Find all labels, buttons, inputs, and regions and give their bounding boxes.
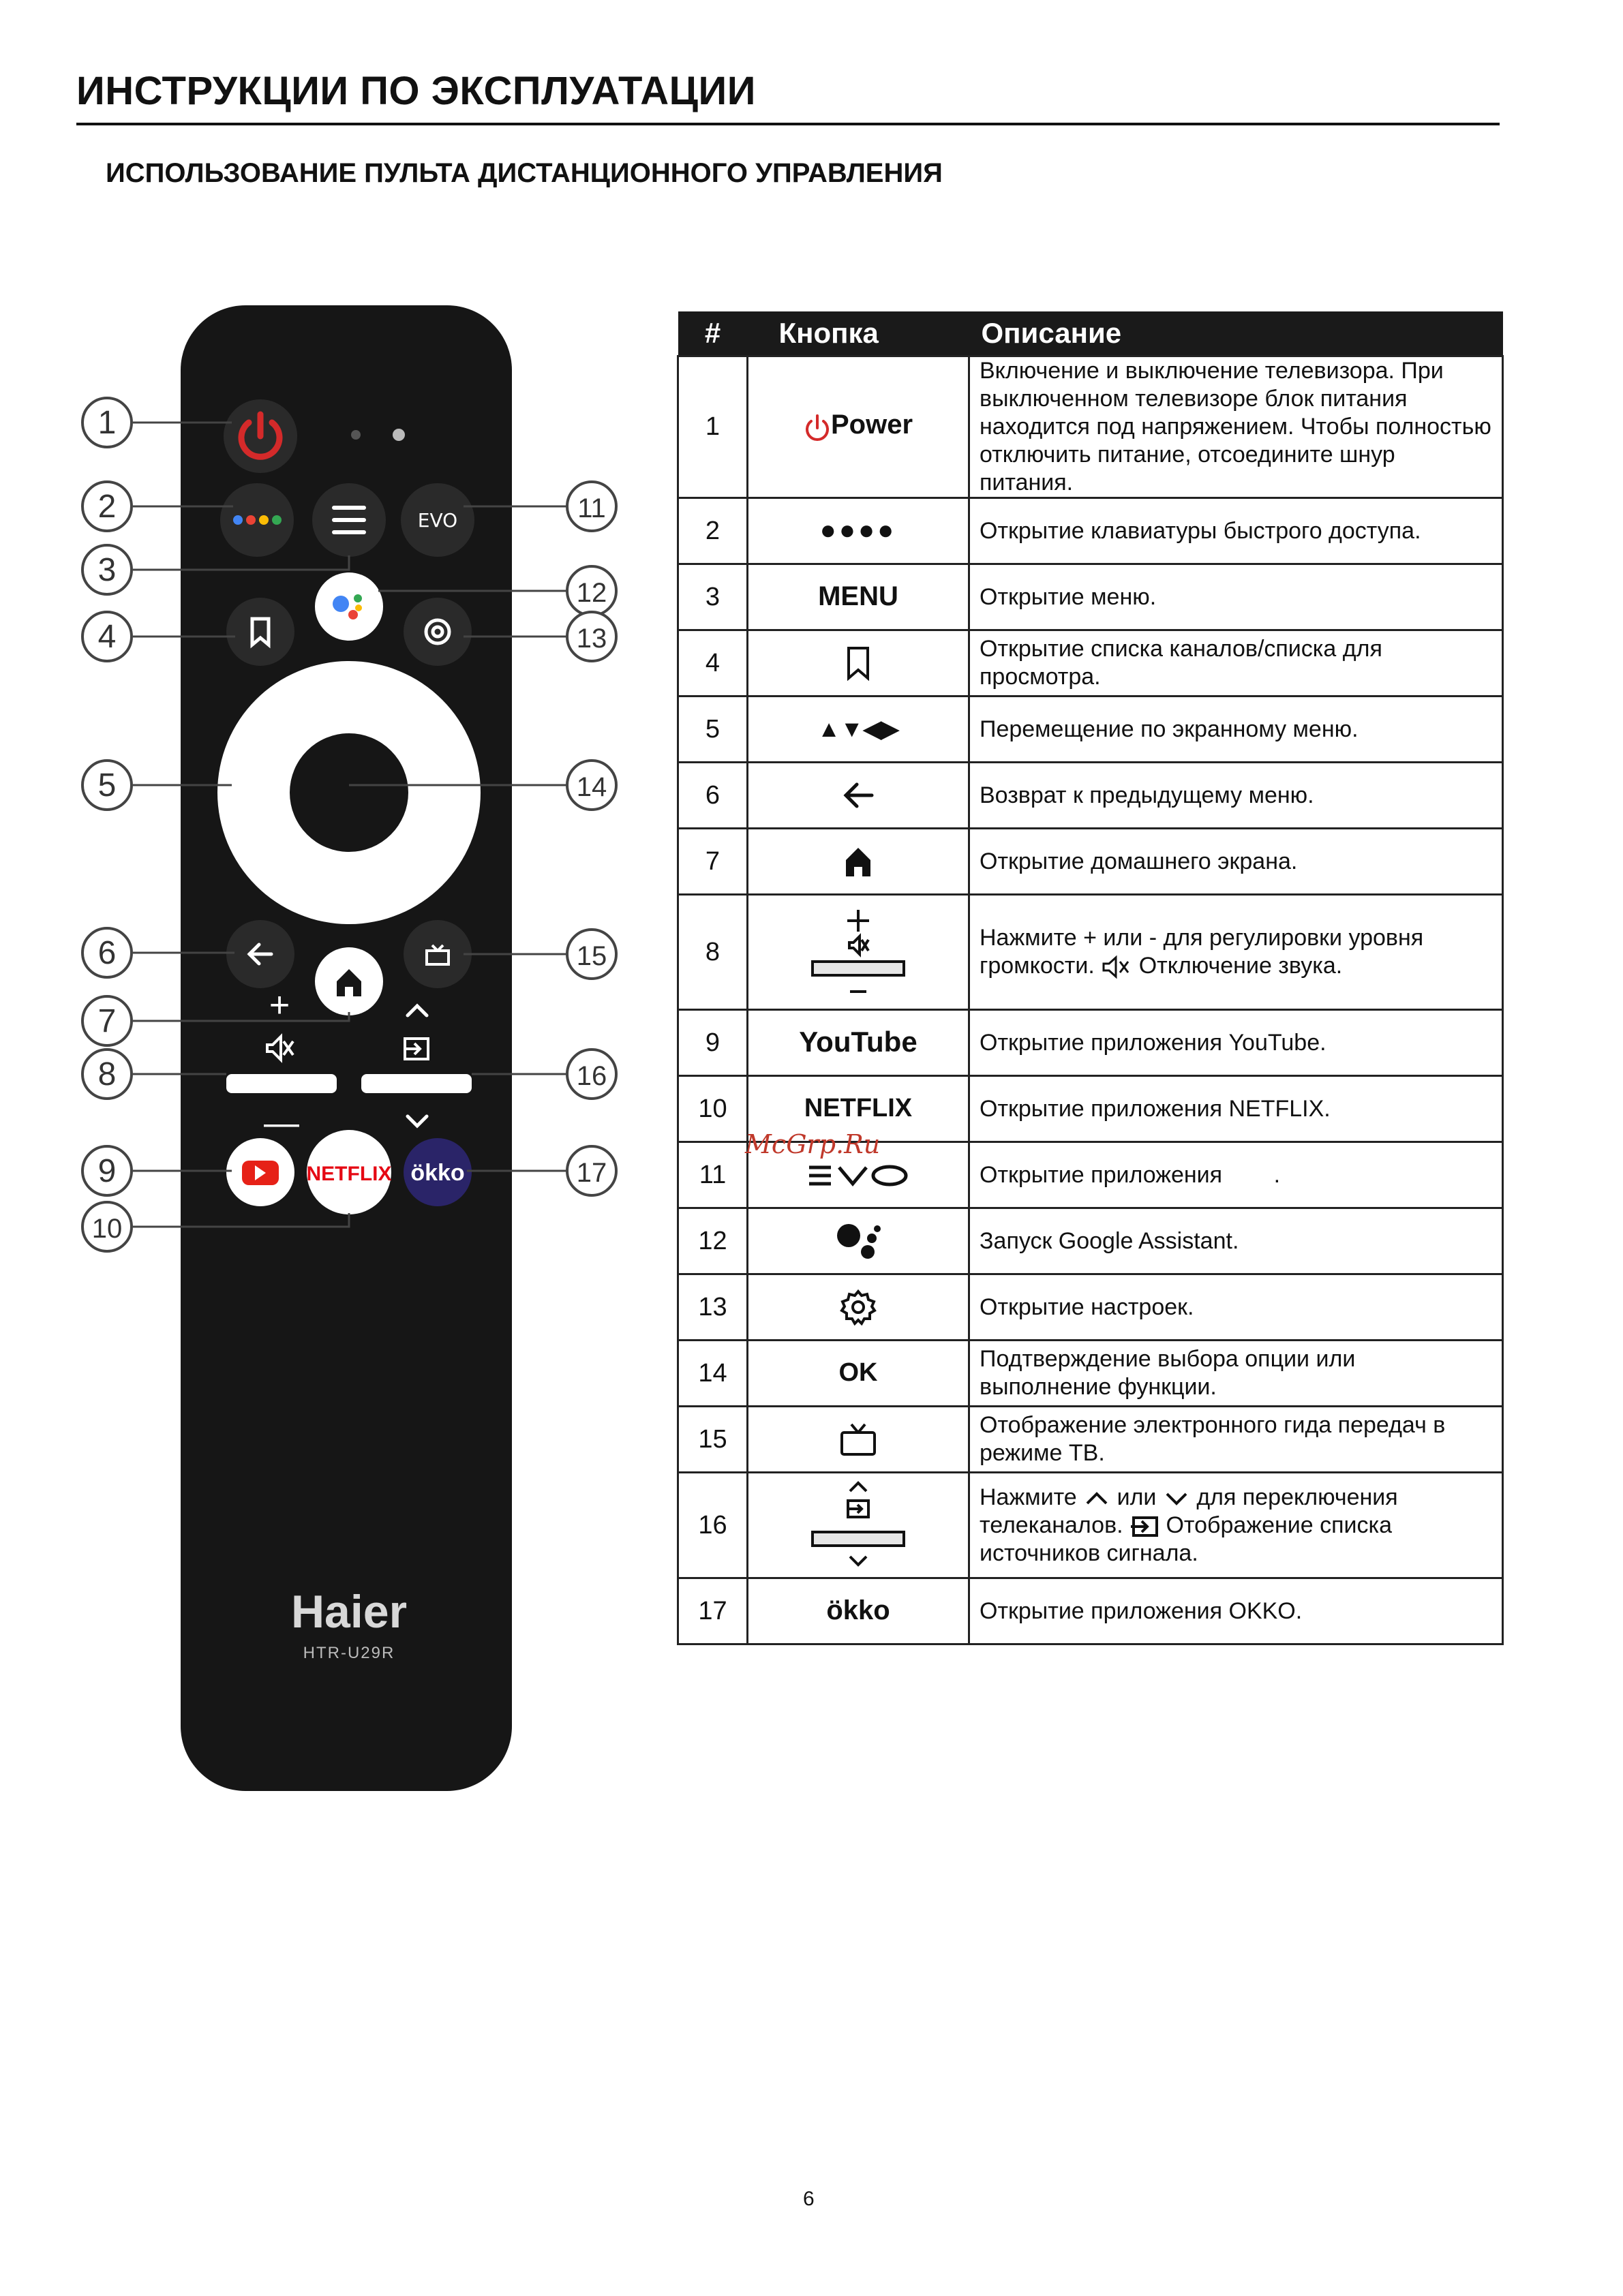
callout-number: 5 bbox=[97, 767, 117, 803]
dot bbox=[246, 515, 256, 525]
callout-number: 14 bbox=[576, 772, 607, 802]
tv-icon bbox=[839, 1422, 877, 1457]
row-num: 7 bbox=[678, 829, 748, 895]
callout-number: 2 bbox=[97, 489, 117, 525]
row-desc-or: или bbox=[1117, 1484, 1157, 1510]
callout-number: 8 bbox=[97, 1056, 117, 1092]
row-num: 15 bbox=[678, 1407, 748, 1473]
row-desc: Открытие клавиатуры быстрого доступа. bbox=[969, 498, 1503, 564]
row-desc: Открытие приложения NETFLIX. bbox=[969, 1076, 1503, 1142]
row-num: 12 bbox=[678, 1208, 748, 1274]
row-num: 2 bbox=[678, 498, 748, 564]
table-row bbox=[678, 498, 1503, 564]
row-desc: Отображение электронного гида передач в режиме ТВ. bbox=[969, 1407, 1503, 1473]
row-num: 6 bbox=[678, 763, 748, 829]
row-desc: Подтверждение выбора опции или выполнение функции. bbox=[969, 1341, 1503, 1407]
ok-button bbox=[290, 733, 408, 852]
arrows-icon: ▲▼◀▶ bbox=[817, 716, 899, 742]
row-num: 4 bbox=[678, 630, 748, 697]
assistant-dot bbox=[333, 596, 349, 612]
table-row bbox=[678, 630, 1503, 697]
row-desc: Открытие настроек. bbox=[969, 1274, 1503, 1341]
mute-icon bbox=[1101, 955, 1132, 979]
callout-number: 11 bbox=[577, 493, 606, 523]
row-num: 17 bbox=[678, 1578, 748, 1644]
callout-number: 9 bbox=[97, 1153, 117, 1189]
row-num: 9 bbox=[678, 1010, 748, 1076]
row-num: 11 bbox=[678, 1142, 748, 1208]
row-desc: Нажмите + или - для регулировки уровня громкости. bbox=[980, 925, 1424, 979]
callout-number: 3 bbox=[97, 552, 117, 588]
power-icon bbox=[804, 413, 831, 443]
table-row bbox=[678, 1010, 1503, 1076]
row-num: 5 bbox=[678, 697, 748, 763]
table-row bbox=[678, 1341, 1503, 1407]
google-assistant-icon bbox=[832, 1219, 884, 1263]
assistant-button bbox=[315, 572, 383, 641]
row-desc: Возврат к предыдущему меню. bbox=[969, 763, 1503, 829]
section-subtitle: ИСПОЛЬЗОВАНИЕ ПУЛЬТА ДИСТАНЦИОННОГО УПРАВЛЕНИЯ bbox=[106, 158, 943, 188]
okko-label: ökko bbox=[826, 1595, 890, 1625]
row-num: 8 bbox=[678, 895, 748, 1010]
netflix-label: NETFLIX bbox=[804, 1094, 913, 1122]
table-row bbox=[678, 763, 1503, 829]
netflix-label: NETFLIX bbox=[306, 1163, 392, 1185]
page-title: ИНСТРУКЦИИ ПО ЭКСПЛУАТАЦИИ bbox=[76, 69, 756, 113]
row-num: 16 bbox=[678, 1473, 748, 1578]
dot bbox=[272, 515, 282, 525]
table-row bbox=[678, 1407, 1503, 1473]
brand-logo: Haier bbox=[290, 1586, 408, 1638]
channel-rocker-icon bbox=[807, 1478, 909, 1573]
table-row bbox=[678, 1208, 1503, 1274]
row-num: 14 bbox=[678, 1341, 748, 1407]
callout-number: 7 bbox=[97, 1003, 117, 1039]
dots-icon: ●●●● bbox=[819, 515, 897, 545]
chevron-down-icon bbox=[1163, 1490, 1190, 1507]
row-desc: Открытие меню. bbox=[969, 564, 1503, 630]
menu-label: MENU bbox=[818, 581, 898, 611]
callout-number: 4 bbox=[97, 619, 117, 655]
row-desc: Открытие приложения YouTube. bbox=[969, 1010, 1503, 1076]
bookmark-button bbox=[226, 598, 294, 666]
table-row bbox=[678, 829, 1503, 895]
led-dot bbox=[393, 429, 405, 441]
input-icon bbox=[1129, 1515, 1159, 1538]
evo-label: EVO bbox=[417, 509, 458, 532]
row-desc: Перемещение по экранному меню. bbox=[969, 697, 1503, 763]
power-label: Power bbox=[830, 410, 913, 440]
assistant-dot bbox=[354, 594, 362, 602]
title-rule bbox=[76, 123, 1500, 125]
minus-sign: — bbox=[264, 1103, 299, 1143]
callout-number: 12 bbox=[576, 578, 607, 608]
plus-sign: + bbox=[269, 985, 290, 1025]
row-num: 3 bbox=[678, 564, 748, 630]
chevron-up-icon bbox=[1083, 1490, 1110, 1507]
gear-icon bbox=[840, 1289, 877, 1326]
remote-illustration bbox=[68, 300, 654, 1826]
row-desc-switch: для переключения телеканалов. bbox=[980, 1484, 1398, 1538]
callout-number: 1 bbox=[97, 405, 117, 441]
row-num: 13 bbox=[678, 1274, 748, 1341]
led-dot bbox=[351, 430, 361, 440]
assistant-dot bbox=[348, 610, 358, 619]
dot bbox=[259, 515, 269, 525]
dot bbox=[233, 515, 243, 525]
evo-icon bbox=[805, 1162, 911, 1189]
table-row bbox=[678, 1274, 1503, 1341]
back-arrow-icon bbox=[840, 780, 876, 810]
row-desc-mute: Отключение звука. bbox=[1138, 953, 1343, 979]
row-desc: Открытие домашнего экрана. bbox=[969, 829, 1503, 895]
row-desc: Нажмите bbox=[980, 1484, 1077, 1510]
table-row bbox=[678, 1473, 1503, 1578]
home-icon bbox=[843, 845, 873, 878]
dots-button bbox=[220, 483, 294, 557]
volume-rocker bbox=[226, 1074, 337, 1093]
tv-button bbox=[404, 920, 472, 988]
row-num: 1 bbox=[678, 356, 748, 498]
volume-rocker-icon bbox=[807, 904, 909, 1000]
row-desc: Открытие приложения . bbox=[969, 1142, 1503, 1208]
callout-number: 16 bbox=[576, 1061, 607, 1091]
watermark: McGrp.Ru bbox=[745, 1129, 881, 1159]
row-desc: Запуск Google Assistant. bbox=[969, 1208, 1503, 1274]
model-label: HTR-U29R bbox=[303, 1644, 395, 1662]
bookmark-icon bbox=[845, 645, 872, 681]
table-row bbox=[678, 1578, 1503, 1644]
row-desc: Включение и выключение телевизора. При выключенном телевизоре блок питания находится под напряжением. Чтобы полностью отключить питание, отсоедините шнур питания. bbox=[969, 356, 1503, 498]
col-header-button: Кнопка bbox=[748, 311, 969, 356]
assistant-dot bbox=[355, 604, 362, 611]
settings-button bbox=[404, 598, 472, 666]
buttons-table bbox=[677, 311, 1504, 1645]
channel-rocker bbox=[361, 1074, 472, 1093]
callout-number: 17 bbox=[576, 1158, 607, 1188]
row-num: 10 bbox=[678, 1076, 748, 1142]
table-row bbox=[678, 356, 1503, 498]
row-desc: Открытие приложения OKKO. bbox=[969, 1578, 1503, 1644]
page-number: 6 bbox=[803, 2188, 815, 2210]
ok-label: OK bbox=[838, 1358, 878, 1387]
table-header bbox=[678, 311, 1503, 356]
col-header-num: # bbox=[678, 311, 748, 356]
callout-number: 15 bbox=[576, 941, 607, 971]
callout-number: 10 bbox=[91, 1214, 123, 1244]
table-row bbox=[678, 697, 1503, 763]
youtube-label: YouTube bbox=[799, 1025, 917, 1058]
table-row bbox=[678, 564, 1503, 630]
callout-number: 6 bbox=[97, 935, 117, 971]
table-row bbox=[678, 895, 1503, 1010]
row-desc: Открытие списка каналов/списка для просмотра. bbox=[969, 630, 1503, 697]
okko-label: ökko bbox=[410, 1160, 465, 1186]
row-desc-input: Отображение списка источников сигнала. bbox=[980, 1512, 1393, 1566]
col-header-desc: Описание bbox=[969, 311, 1503, 356]
callout-number: 13 bbox=[576, 624, 607, 654]
